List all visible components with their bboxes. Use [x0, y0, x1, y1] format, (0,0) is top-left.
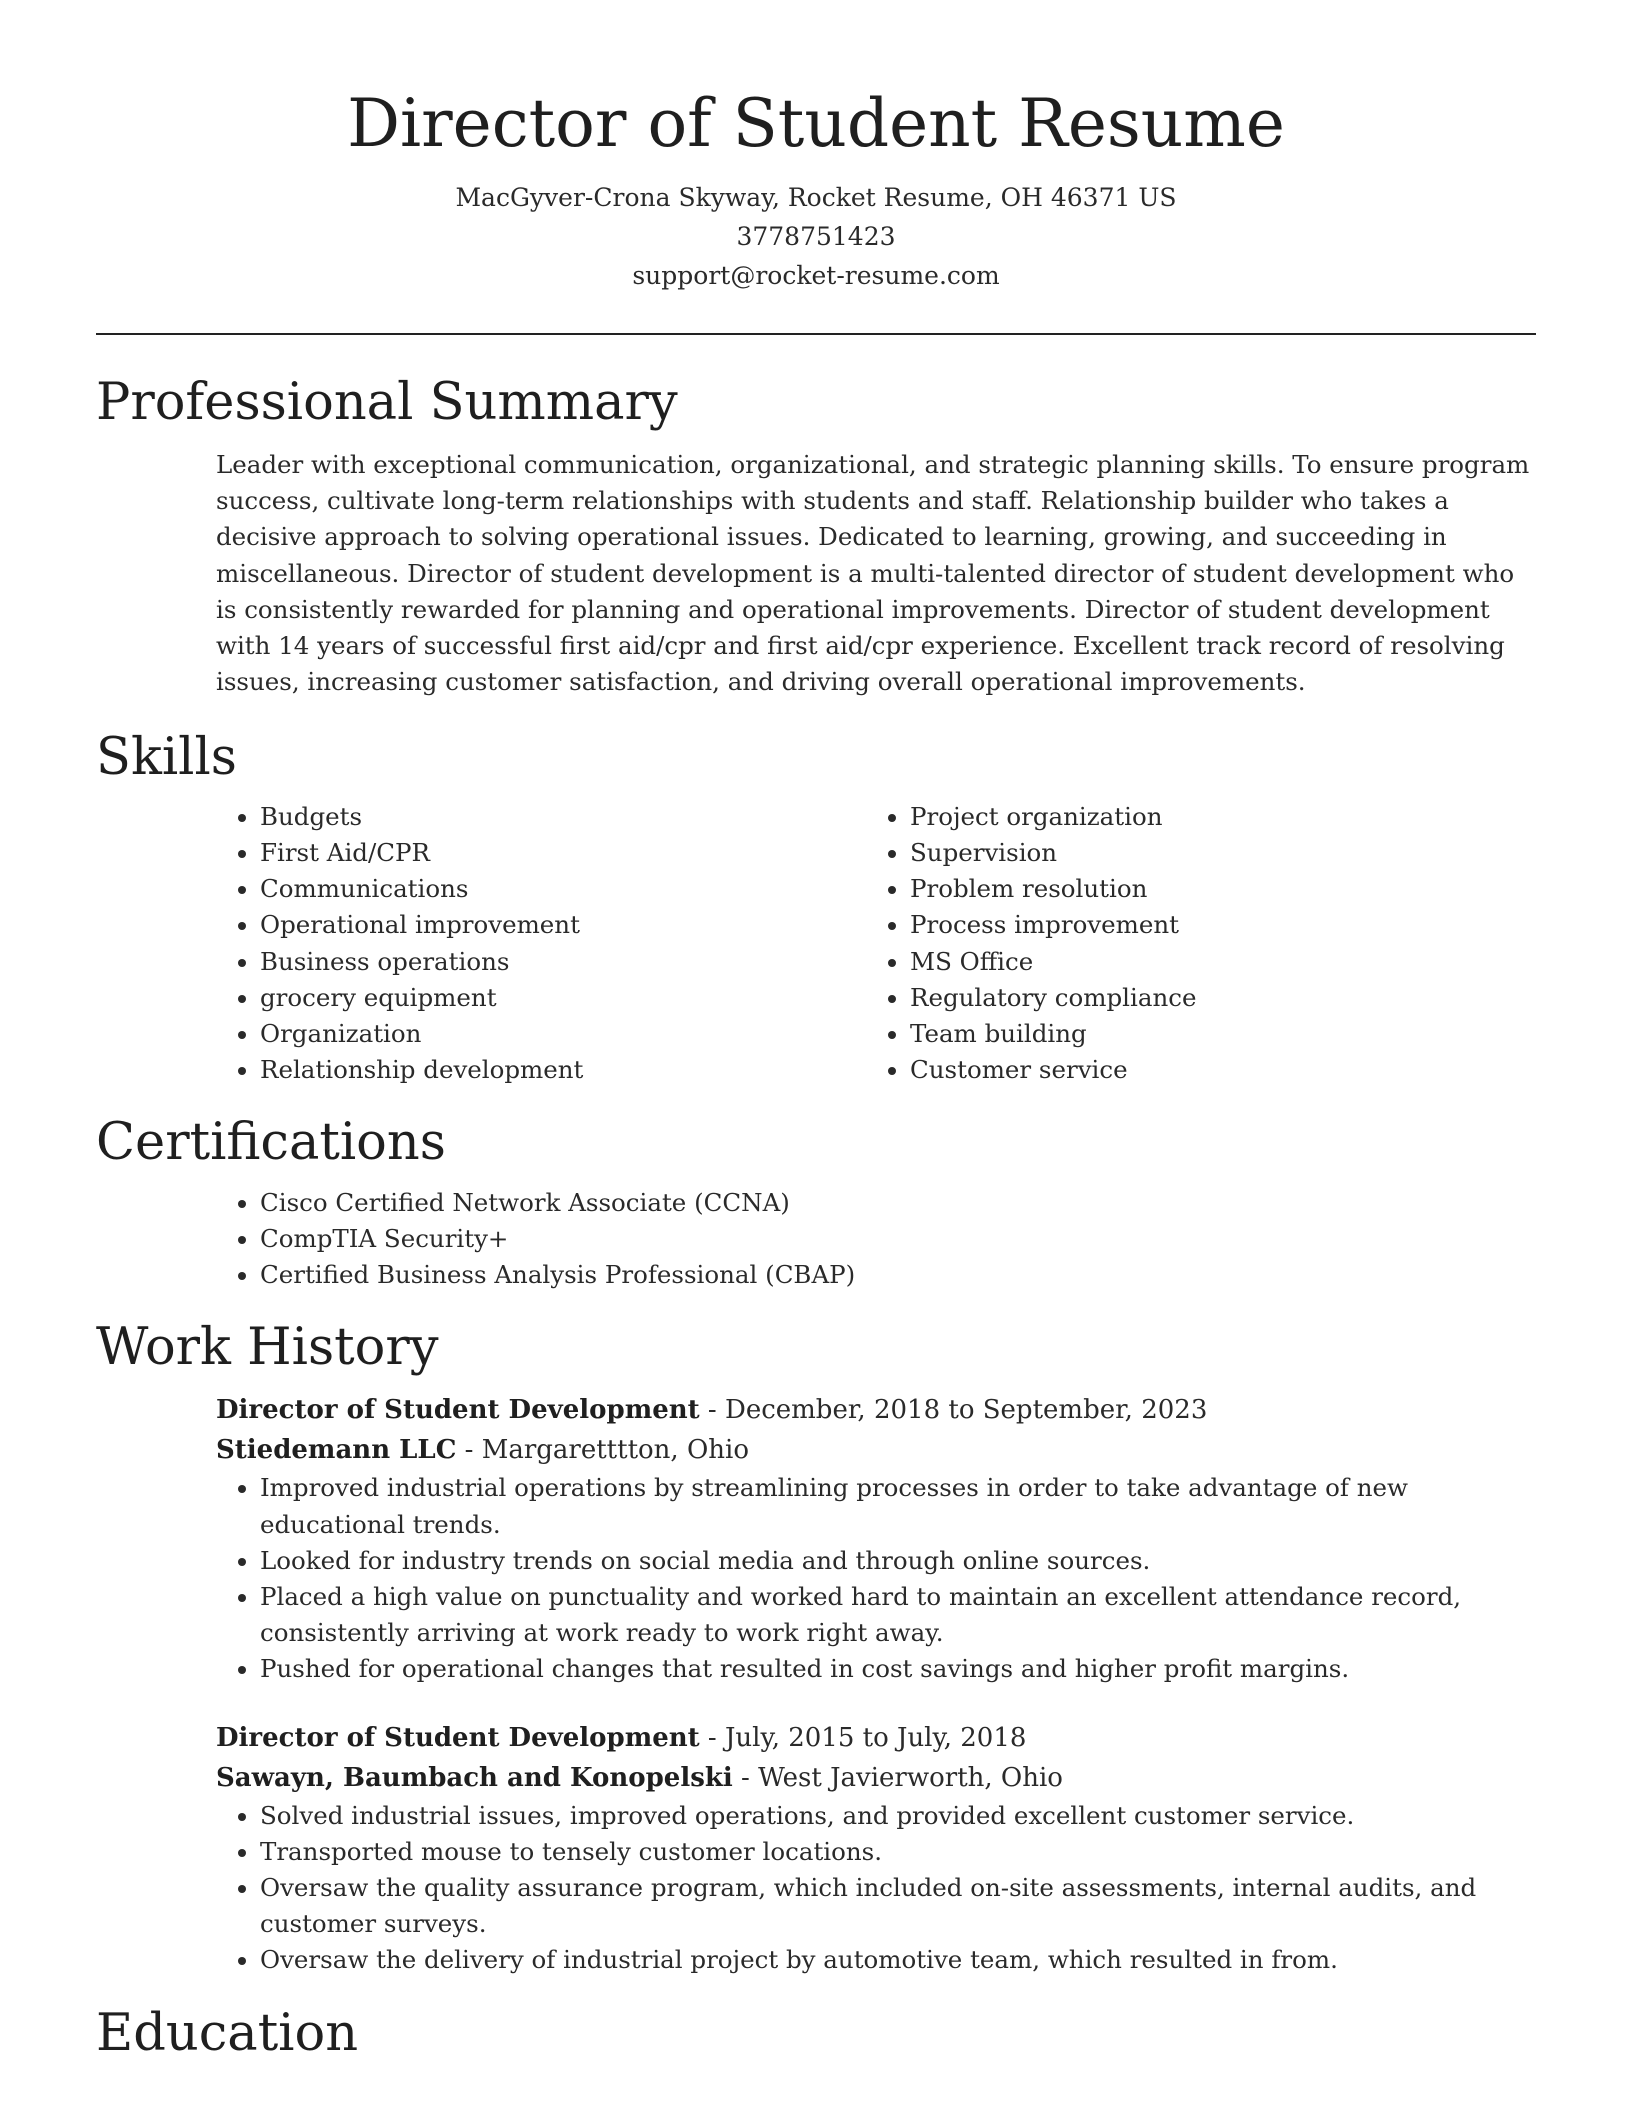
job-company: Sawayn, Baumbach and Konopelski: [216, 1762, 733, 1793]
job-duties: [216, 1470, 1536, 1687]
resume-title: Director of Student Resume: [347, 85, 1285, 162]
job-duty-item: • Looked for industry trends on social media and through online sources.: [260, 1543, 1536, 1579]
job-duty-item: • Solved industrial issues, improved operations, and provided excellent customer service.: [260, 1798, 1536, 1834]
job-company-line: [216, 1430, 1536, 1470]
job-dates: - December, 2018 to September, 2023: [699, 1395, 1208, 1426]
job-company: Stiedemann LLC: [216, 1435, 457, 1466]
skill-item: • Problem resolution: [910, 871, 1516, 907]
contact-phone: 3778751423: [736, 221, 896, 251]
skills-list: [216, 799, 1536, 1089]
job-location: - West Javierworth, Ohio: [732, 1762, 1063, 1793]
job-role: Director of Student Development: [216, 1395, 700, 1426]
skill-item: • Relationship development: [260, 1052, 866, 1088]
skill-item: • Business operations: [260, 944, 866, 980]
job-location: - Margaretttton, Ohio: [456, 1435, 749, 1466]
skill-item: • Organization: [260, 1016, 866, 1052]
job-title-line: [216, 1390, 1536, 1430]
resume-header: [96, 0, 1536, 295]
skill-item: • First Aid/CPR: [260, 835, 866, 871]
skill-item: • Process improvement: [910, 907, 1516, 943]
skill-item: • Customer service: [910, 1052, 1516, 1088]
contact-address: MacGyver-Crona Skyway, Rocket Resume, OH 46371 US: [455, 182, 1177, 212]
skill-item: • grocery equipment: [260, 980, 866, 1016]
job-duty-item: • Pushed for operational changes that resulted in cost savings and higher profit margins.: [260, 1651, 1536, 1687]
skills-column-left: [216, 799, 866, 1089]
skill-item: • Regulatory compliance: [910, 980, 1516, 1016]
skills-column-right: [866, 799, 1516, 1089]
job-entry: [216, 1718, 1536, 1979]
skill-item: • Supervision: [910, 835, 1516, 871]
skill-item: • MS Office: [910, 944, 1516, 980]
job-duty-item: • Placed a high value on punctuality and worked hard to maintain an excellent attendance record, consistently arriving at work ready to work right away.: [260, 1579, 1536, 1651]
skills-heading: Skills: [96, 727, 237, 787]
skill-item: • Project organization: [910, 799, 1516, 835]
job-duties: [216, 1798, 1536, 1979]
skill-item: • Operational improvement: [260, 907, 866, 943]
summary-heading: Professional Summary: [96, 372, 678, 432]
contact-email: support@rocket-resume.com: [632, 260, 1000, 290]
job-dates: - July, 2015 to July, 2018: [699, 1722, 1027, 1753]
education-heading: Education: [96, 2003, 359, 2063]
certifications-heading: Certifications: [96, 1113, 446, 1173]
certification-item: • CompTIA Security+: [260, 1221, 1536, 1257]
summary-text: Leader with exceptional communication, organizational, and strategic planning skills. To ensure program success, cultivate long-term relationships with students and staff. Relationship builder who takes a decisive approach to solving operational issues. Dedicated to learning, growing, and succeeding in miscellaneous. Director of student development is a multi-talented director of student development who is consistently rewarded for planning and operational improvements. Director of student development with 14 years of successful first aid/cpr and first aid/cpr experience. Excellent track record of resolving issues, increasing customer satisfaction, and driving overall operational improvements.: [216, 450, 1530, 697]
job-role: Director of Student Development: [216, 1722, 700, 1753]
job-company-line: [216, 1758, 1536, 1798]
job-duty-item: • Improved industrial operations by streamlining processes in order to take advantage of new educational trends.: [260, 1470, 1536, 1542]
skill-item: • Budgets: [260, 799, 866, 835]
resume-page: [96, 0, 1536, 2064]
header-divider: [96, 333, 1536, 335]
job-duty-item: • Transported mouse to tensely customer locations.: [260, 1834, 1536, 1870]
skill-item: • Team building: [910, 1016, 1516, 1052]
certification-item: • Cisco Certified Network Associate (CCNA): [260, 1185, 1536, 1221]
skill-item: • Communications: [260, 871, 866, 907]
job-duty-item: • Oversaw the quality assurance program, which included on-site assessments, internal audits, and customer surveys.: [260, 1870, 1536, 1942]
work-history-heading: Work History: [96, 1318, 439, 1378]
certification-item: • Certified Business Analysis Professional (CBAP): [260, 1257, 1536, 1293]
job-title-line: [216, 1718, 1536, 1758]
job-duty-item: • Oversaw the delivery of industrial project by automotive team, which resulted in from.: [260, 1942, 1536, 1978]
job-entry: [216, 1390, 1536, 1687]
summary-body: [216, 447, 1536, 700]
certifications-body: [216, 1185, 1536, 1294]
